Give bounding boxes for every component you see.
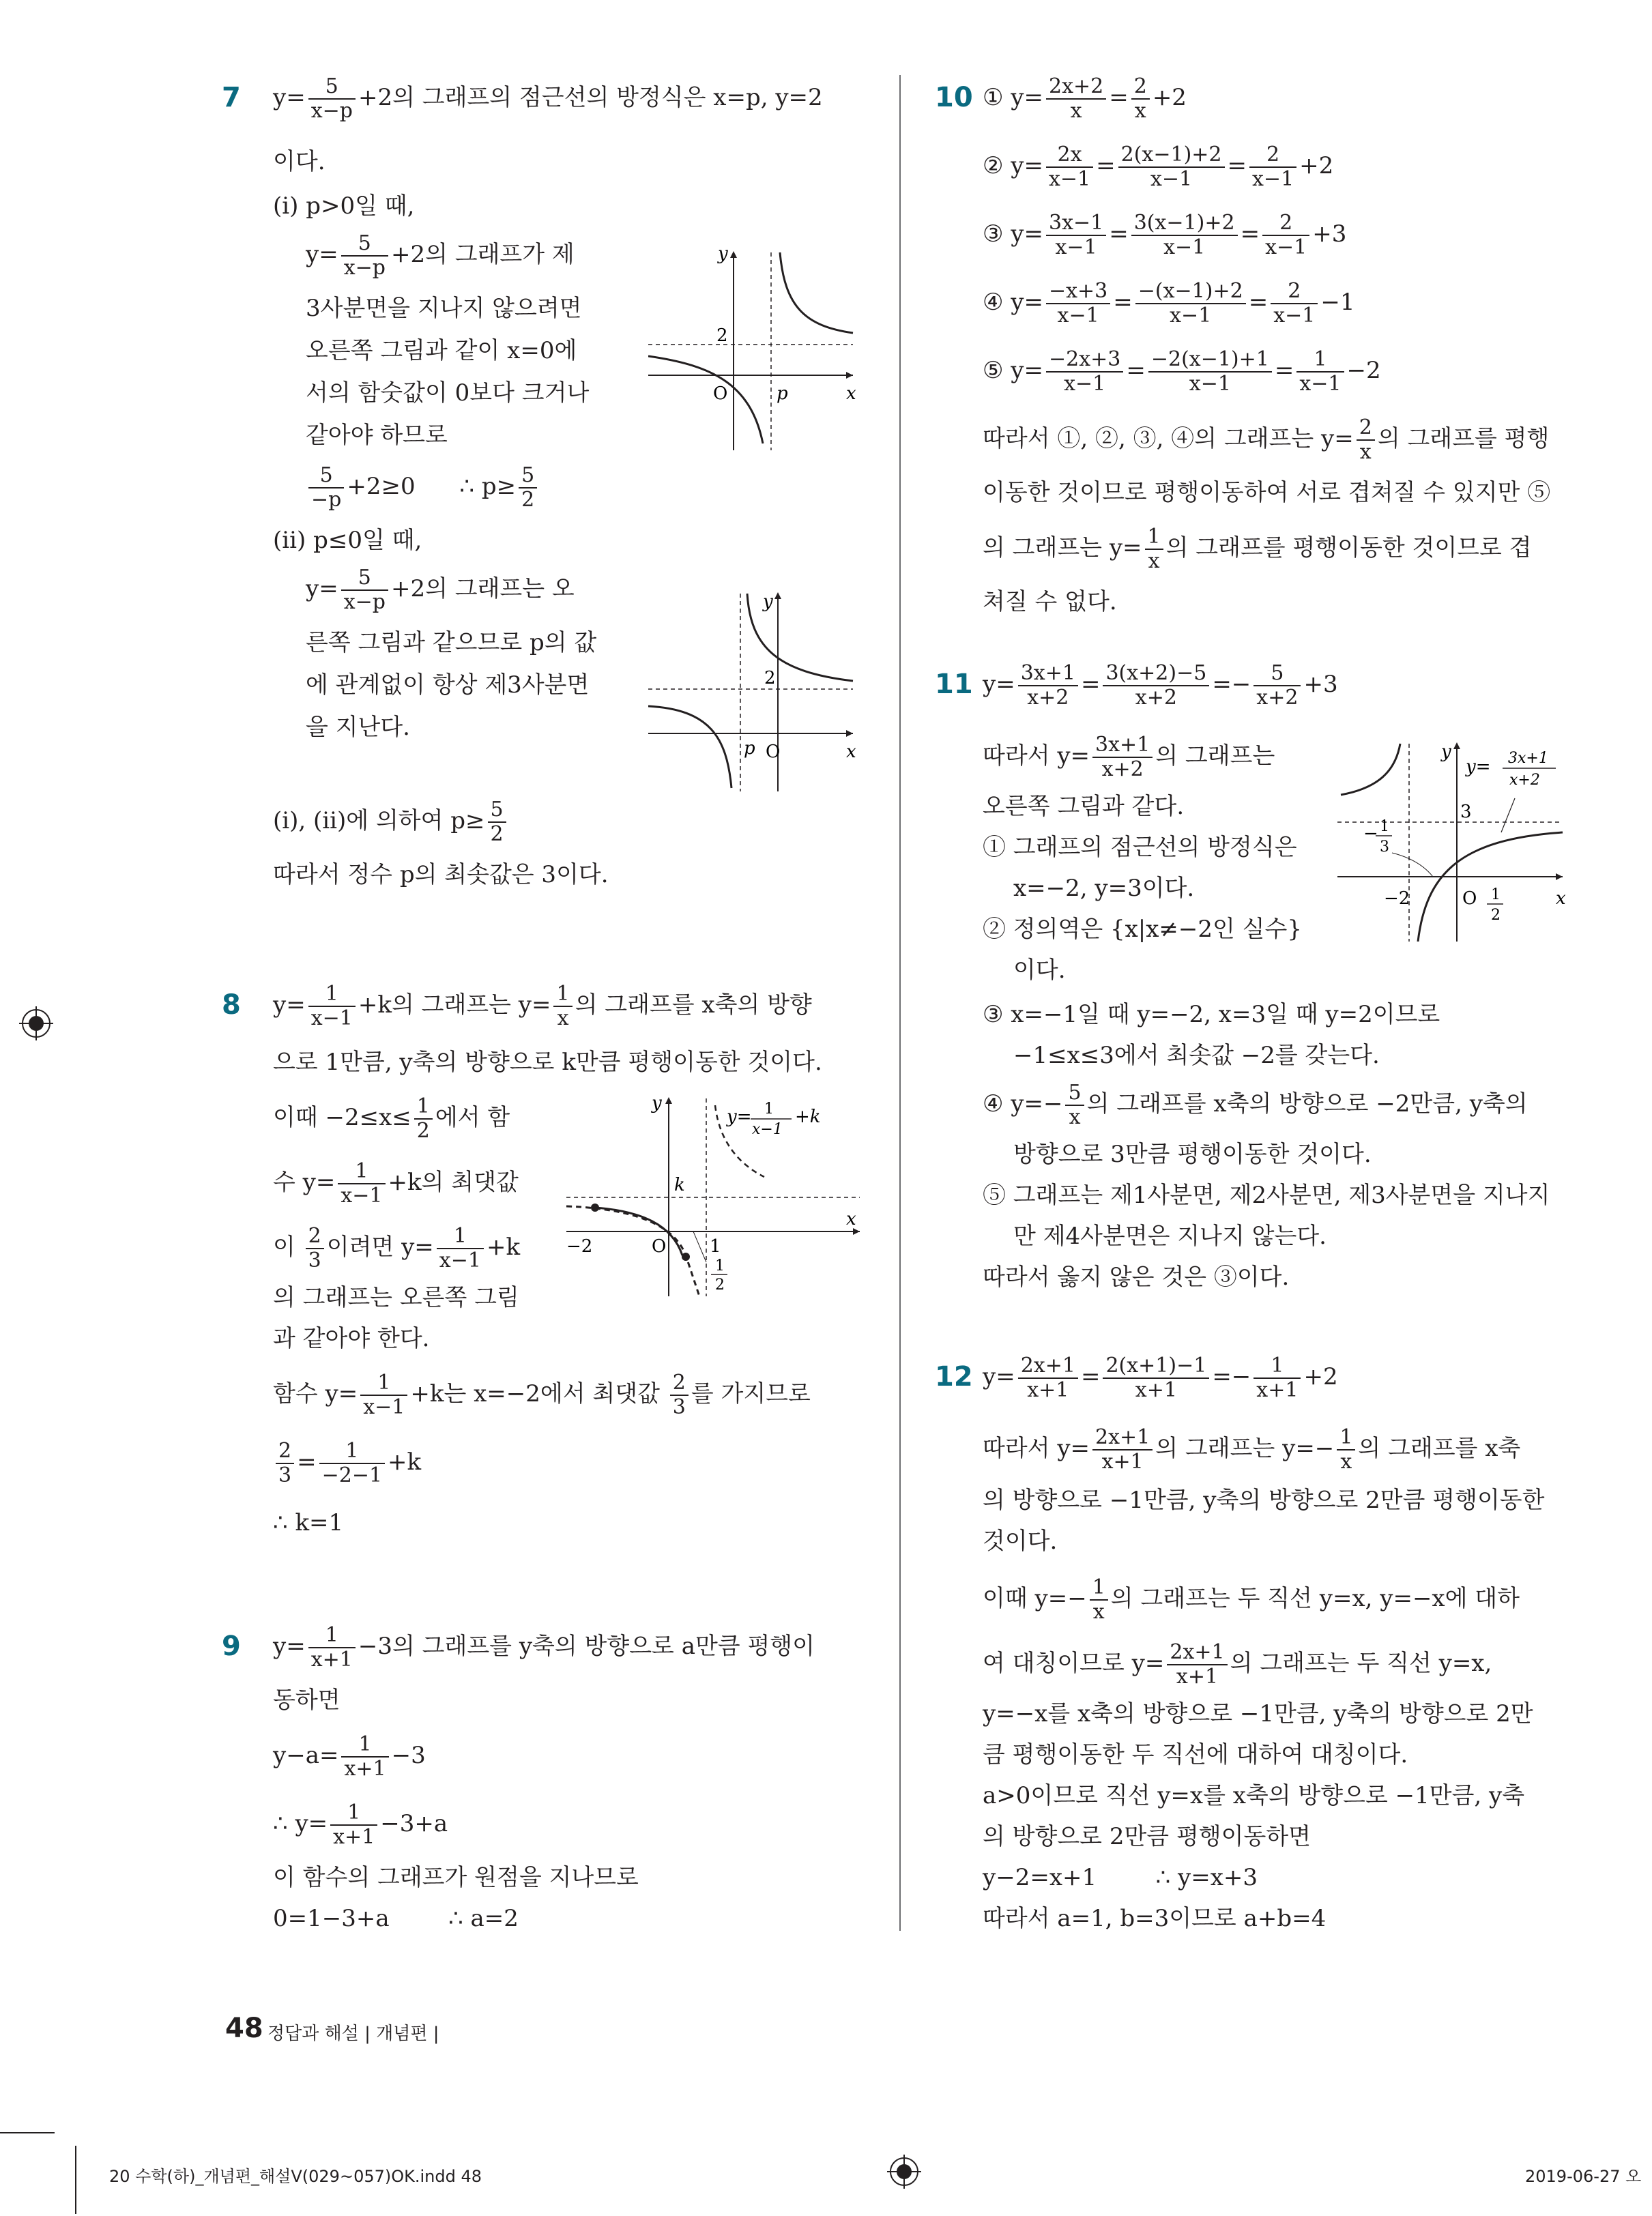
half-numerator: 1 — [715, 1257, 725, 1274]
curve-upper-left-branch — [1341, 744, 1400, 795]
y-axis-arrow — [774, 592, 781, 599]
p7-line2: 이다. — [273, 148, 325, 175]
p12-line6: 여 대칭이므로 y= $\frac{2x+1}{x+1}$ 의 그래프는 두 직선 y=x, — [983, 1640, 1492, 1689]
y-label: y — [1441, 742, 1451, 762]
label-pointer — [1501, 798, 1515, 832]
p7-c1-line3: 오른쪽 그림과 같이 x=0에 — [306, 337, 577, 364]
p7-c1-line2: 3사분면을 지나지 않으려면 — [306, 295, 582, 322]
p8-line2: 으로 1만큼, y축의 방향으로 k만큼 평행이동한 것이다. — [273, 1049, 822, 1076]
minus-third-sign: − — [1363, 823, 1378, 844]
p12-line5: 이때 y=− $\frac{1}{x}$ 의 그래프는 두 직선 y=x, y=−x에 대하 — [983, 1575, 1520, 1624]
p9-line2: 동하면 — [273, 1687, 340, 1714]
p8-line10: ∴ k=1 — [273, 1509, 344, 1536]
p10-text4: 쳐질 수 없다. — [983, 588, 1117, 615]
curve-label-denominator: x−1 — [752, 1121, 783, 1138]
p11-line5: x=−2, y=3이다. — [1013, 875, 1195, 902]
intercept-pointer — [1392, 853, 1433, 877]
p7-c2-line1: y= $\frac{5}{x-p}$ +2의 그래프는 오 — [306, 566, 575, 614]
p8-line5: 이 $\frac{2}{3}$ 이려면 y= $\frac{1}{x-1}$ +k — [273, 1224, 521, 1272]
origin-label: O — [1462, 888, 1477, 909]
p8-line1: y= $\frac{1}{x-1}$ +k의 그래프는 y= $\frac{1}{x}$ 의 그래프를 x축의 방향 — [273, 982, 812, 1030]
p12-line2: 따라서 y= $\frac{2x+1}{x+1}$ 의 그래프는 y=− $\frac{1}{x}$ 의 그래프를 x축 — [983, 1425, 1521, 1474]
p-label: p — [744, 738, 755, 759]
curve-label-numerator: 3x+1 — [1508, 750, 1548, 767]
minus-two-label: −2 — [566, 1236, 593, 1257]
x-axis-arrow — [1556, 873, 1563, 880]
p12-line12: 따라서 a=1, b=3이므로 a+b=4 — [983, 1905, 1327, 1932]
problem-number: 8 — [222, 989, 241, 1021]
p7-case2: (ⅱ) p≤0일 때, — [273, 527, 422, 554]
origin-label: O — [652, 1236, 667, 1257]
x-axis-arrow — [846, 730, 853, 737]
y-label: y — [718, 246, 728, 264]
p9-line6: 0=1−3+a ∴ a=2 — [273, 1905, 519, 1932]
p12-line4: 것이다. — [983, 1528, 1058, 1555]
endpoint-min — [682, 1253, 690, 1261]
p10-text1: 따라서 ①, ②, ③, ④의 그래프는 y= $\frac{2}{x}$ 의 그래프를 평행 — [983, 416, 1550, 464]
registration-mark-icon — [19, 1006, 53, 1040]
p11-line14: 따라서 옳지 않은 것은 ③이다. — [983, 1264, 1290, 1291]
half-numerator: 1 — [1491, 886, 1501, 903]
curve-right-branch — [780, 252, 853, 333]
p10-row3: ③ y= $\frac{3x-1}{x-1}$ = $\frac{3(x-1)+2}{x-1}$ = $\frac{2}{x-1}$ +3 — [983, 211, 1347, 259]
problem-number: 11 — [935, 669, 973, 700]
curve-left-branch — [648, 356, 763, 443]
x-label: x — [846, 383, 856, 404]
one-label: 1 — [710, 1236, 721, 1257]
asymptote-value-label: 2 — [716, 325, 728, 346]
curve-label-numerator: 1 — [764, 1100, 774, 1118]
p11-line1: y= $\frac{3x+1}{x+2}$ = $\frac{3(x+2)-5}{x+2}$ =− $\frac{5}{x+2}$ +3 — [983, 661, 1338, 710]
curve-label-prefix: y= — [1466, 757, 1491, 777]
p7-case1: (ⅰ) p>0일 때, — [273, 192, 415, 220]
p9-line5: 이 함수의 그래프가 원점을 지나므로 — [273, 1864, 639, 1891]
x-label: x — [846, 1209, 856, 1229]
minus-third-denominator: 3 — [1380, 839, 1389, 856]
y-axis-arrow — [1453, 742, 1460, 749]
p12-line1: y= $\frac{2x+1}{x+1}$ = $\frac{2(x+1)-1}{x+1}$ =− $\frac{1}{x+1}$ +2 — [983, 1354, 1338, 1402]
p7-c2-line2: 른쪽 그림과 같으므로 p의 값 — [306, 629, 597, 656]
p11-line4: ① 그래프의 점근선의 방정식은 — [983, 834, 1297, 861]
p11-graph — [1337, 737, 1569, 942]
problem-number: 12 — [935, 1361, 973, 1393]
x-label: x — [846, 742, 856, 762]
crop-mark — [75, 2146, 76, 2214]
p12-line7: y=−x를 x축의 방향으로 −1만큼, y축의 방향으로 2만 — [983, 1700, 1533, 1727]
p8-line7: 과 같아야 한다. — [273, 1325, 430, 1352]
p7-c1-line5: 같아야 하므로 — [306, 422, 448, 449]
page-number: 48 — [225, 2013, 263, 2044]
p9-line1: y= $\frac{1}{x+1}$ −3의 그래프를 y축의 방향으로 a만큼 평행이 — [273, 1623, 815, 1672]
half-denominator: 2 — [1491, 907, 1501, 924]
curve-left-branch — [648, 706, 731, 788]
p11-line10: ④ y=− $\frac{5}{x}$ 의 그래프를 x축의 방향으로 −2만큼, y축의 — [983, 1081, 1528, 1129]
asymptote-value-label: 2 — [764, 668, 776, 688]
p10-row4: ④ y= $\frac{-x+3}{x-1}$ = $\frac{-(x-1)+2}{x-1}$ = $\frac{2}{x-1}$ −1 — [983, 279, 1355, 327]
p11-line13: 만 제4사분면은 지나지 않는다. — [1013, 1223, 1327, 1250]
p12-line10: 의 방향으로 2만큼 평행이동하면 — [983, 1823, 1312, 1850]
curve-label-suffix: +k — [795, 1107, 821, 1127]
p-label: p — [777, 383, 788, 404]
curve-lower-right-branch — [1418, 832, 1563, 942]
minus-two-label: −2 — [1384, 888, 1410, 909]
curve-label-denominator: x+2 — [1509, 772, 1540, 789]
half-pointer — [693, 1231, 706, 1262]
crop-mark — [0, 2132, 55, 2133]
p12-line11: y−2=x+1 ∴ y=x+3 — [983, 1864, 1258, 1891]
problem-number: 7 — [222, 82, 241, 113]
three-label: 3 — [1460, 802, 1472, 822]
p8-line4: 수 y= $\frac{1}{x-1}$ +k의 최댓값 — [273, 1159, 519, 1208]
p11-line2: 따라서 y= $\frac{3x+1}{x+2}$ 의 그래프는 — [983, 733, 1275, 781]
minus-third-numerator: 1 — [1380, 818, 1389, 835]
origin-label: O — [713, 383, 728, 404]
curve-label-prefix: y= — [727, 1107, 752, 1127]
column-divider — [899, 75, 901, 1931]
p10-text3: 의 그래프는 y= $\frac{1}{x}$ 의 그래프를 평행이동한 것이므로 겹 — [983, 525, 1532, 573]
p9-line3: y−a= $\frac{1}{x+1}$ −3 — [273, 1732, 426, 1781]
p7-line1: y= $\frac{5}{x-p}$ +2의 그래프의 점근선의 방정식은 x=p, y=2 — [273, 74, 823, 123]
p10-row2: ② y= $\frac{2x}{x-1}$ = $\frac{2(x-1)+2}{x-1}$ = $\frac{2}{x-1}$ +2 — [983, 143, 1334, 191]
x-axis-arrow — [846, 372, 853, 379]
y-label: y — [763, 592, 773, 612]
p7-conclusion2: 따라서 정수 p의 최솟값은 3이다. — [273, 861, 609, 888]
page-footer-label: 정답과 해설 | 개념편 | — [267, 2024, 439, 2044]
p11-line7: 이다. — [1013, 957, 1066, 984]
p11-line12: ⑤ 그래프는 제1사분면, 제2사분면, 제3사분면을 지나지 — [983, 1182, 1550, 1209]
endpoint-max — [591, 1204, 599, 1212]
p11-line6: ② 정의역은 {x|x≠−2인 실수} — [983, 916, 1303, 943]
p12-line8: 큼 평행이동한 두 직선에 대하여 대칭이다. — [983, 1741, 1408, 1768]
k-label: k — [674, 1175, 685, 1195]
imprint-date: 2019-06-27 오 — [1525, 2167, 1642, 2186]
y-axis-arrow — [730, 251, 737, 258]
p7-c2-line4: 을 지난다. — [306, 714, 410, 741]
problem-number: 10 — [935, 82, 973, 113]
p7-c1-line4: 서의 함숫값이 0보다 크거나 — [306, 379, 590, 407]
half-denominator: 2 — [715, 1277, 725, 1294]
p7-c2-line3: 에 관계없이 항상 제3사분면 — [306, 671, 590, 699]
p8-line3: 이때 −2≤x≤ $\frac{1}{2}$ 에서 함 — [273, 1094, 510, 1143]
p11-line8: ③ x=−1일 때 y=−2, x=3일 때 y=2이므로 — [983, 1001, 1440, 1028]
p10-text2: 이동한 것이므로 평행이동하여 서로 겹쳐질 수 있지만 ⑤ — [983, 479, 1551, 506]
p8-line9: $\frac{2}{3}$ = $\frac{1}{-2-1}$ +k — [273, 1440, 421, 1487]
p7-c1-inequality: $\frac{5}{-p}$ +2≥0 ∴ p≥ $\frac{5}{2}$ — [306, 464, 540, 512]
imprint-file: 20 수학(하)_개념편_해설Ⅴ(029~057)OK.indd 48 — [109, 2167, 482, 2186]
p9-line4: ∴ y= $\frac{1}{x+1}$ −3+a — [273, 1800, 448, 1849]
p12-line9: a>0이므로 직선 y=x를 x축의 방향으로 −1만큼, y축 — [983, 1782, 1525, 1809]
p7-c1-line1: y= $\frac{5}{x-p}$ +2의 그래프가 제 — [306, 231, 575, 280]
p7-conclusion1: (ⅰ), (ⅱ)에 의하여 p≥ $\frac{5}{2}$ — [273, 798, 509, 846]
p8-graph — [560, 1092, 860, 1296]
p7-graph-case1 — [648, 246, 860, 450]
p8-line8: 함수 y= $\frac{1}{x-1}$ +k는 x=−2에서 최댓값 $\frac{2}{3}$ 를 가지므로 — [273, 1371, 811, 1419]
p11-line3: 오른쪽 그림과 같다. — [983, 793, 1185, 820]
p10-row1: ① y= $\frac{2x+2}{x}$ = $\frac{2}{x}$ +2 — [983, 74, 1187, 123]
y-axis-arrow — [665, 1097, 672, 1104]
p7-graph-case2 — [648, 587, 860, 791]
y-label: y — [652, 1093, 662, 1113]
problem-number: 9 — [222, 1631, 241, 1662]
origin-label: O — [766, 742, 781, 762]
p8-line6: 의 그래프는 오른쪽 그림 — [273, 1284, 519, 1311]
p11-line9: −1≤x≤3에서 최솟값 −2를 갖는다. — [1013, 1042, 1380, 1069]
p10-row5: ⑤ y= $\frac{-2x+3}{x-1}$ = $\frac{-2(x-1)+1}{x-1}$ = $\frac{1}{x-1}$ −2 — [983, 347, 1381, 396]
p12-line3: 의 방향으로 −1만큼, y축의 방향으로 2만큼 평행이동한 — [983, 1487, 1545, 1514]
x-label: x — [1556, 888, 1566, 909]
p11-line11: 방향으로 3만큼 평행이동한 것이다. — [1013, 1141, 1372, 1168]
registration-mark-icon — [887, 2155, 921, 2189]
